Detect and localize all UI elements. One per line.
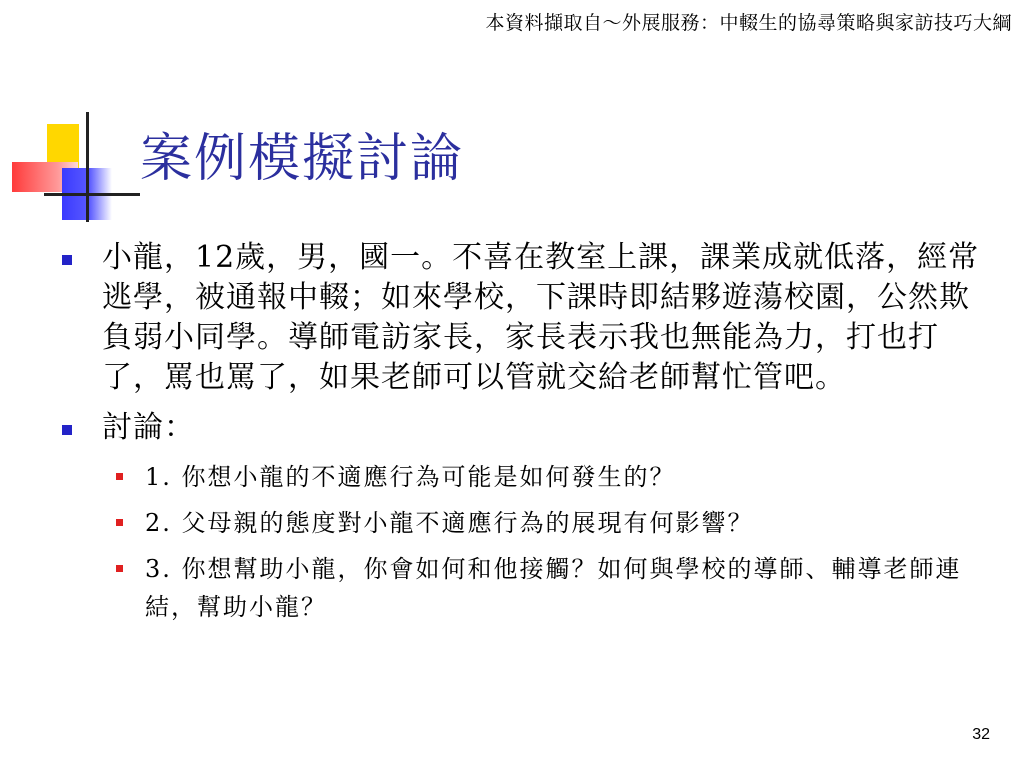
sub-bullet-item-1 bbox=[116, 458, 982, 496]
bullet-item-case bbox=[62, 238, 982, 398]
bullet-text: 小龍，12歲，男，國一。不喜在教室上課，課業成就低落，經常逃學，被通報中輟；如來學校，下課時即結夥遊蕩校園，公然欺負弱小同學。導師電訪家長，家長表示我也無能為力，打也打了，罵也罵了，如果老師可以管就交給老師幫忙管吧。 bbox=[102, 240, 980, 395]
square-bullet-icon bbox=[62, 255, 72, 265]
sub-bullet-text: 2. 父母親的態度對小龍不適應行為的展現有何影響？ bbox=[145, 509, 754, 537]
small-square-bullet-icon bbox=[116, 565, 123, 572]
sub-bullet-item-3 bbox=[116, 550, 982, 626]
slide-title: 案例模擬討論 bbox=[140, 129, 465, 189]
sub-bullet-text: 3. 你想幫助小龍，你會如何和他接觸？如何與學校的導師、輔導老師連結，幫助小龍？ bbox=[145, 555, 962, 621]
bullet-item-discussion bbox=[62, 408, 982, 448]
source-note: 本資料擷取自～外展服務：中輟生的協尋策略與家訪技巧大綱 bbox=[485, 12, 1012, 34]
square-bullet-icon bbox=[62, 425, 72, 435]
page-number: 32 bbox=[972, 726, 990, 743]
sub-bullet-text: 1. 你想小龍的不適應行為可能是如何發生的？ bbox=[145, 463, 676, 491]
bullet-text: 討論： bbox=[102, 410, 195, 445]
logo-horizontal-line bbox=[44, 193, 140, 196]
logo-vertical-line bbox=[86, 112, 89, 222]
small-square-bullet-icon bbox=[116, 473, 123, 480]
slide-logo-decoration bbox=[0, 0, 140, 230]
slide-content bbox=[62, 238, 982, 634]
sub-bullet-item-2 bbox=[116, 504, 982, 542]
small-square-bullet-icon bbox=[116, 519, 123, 526]
